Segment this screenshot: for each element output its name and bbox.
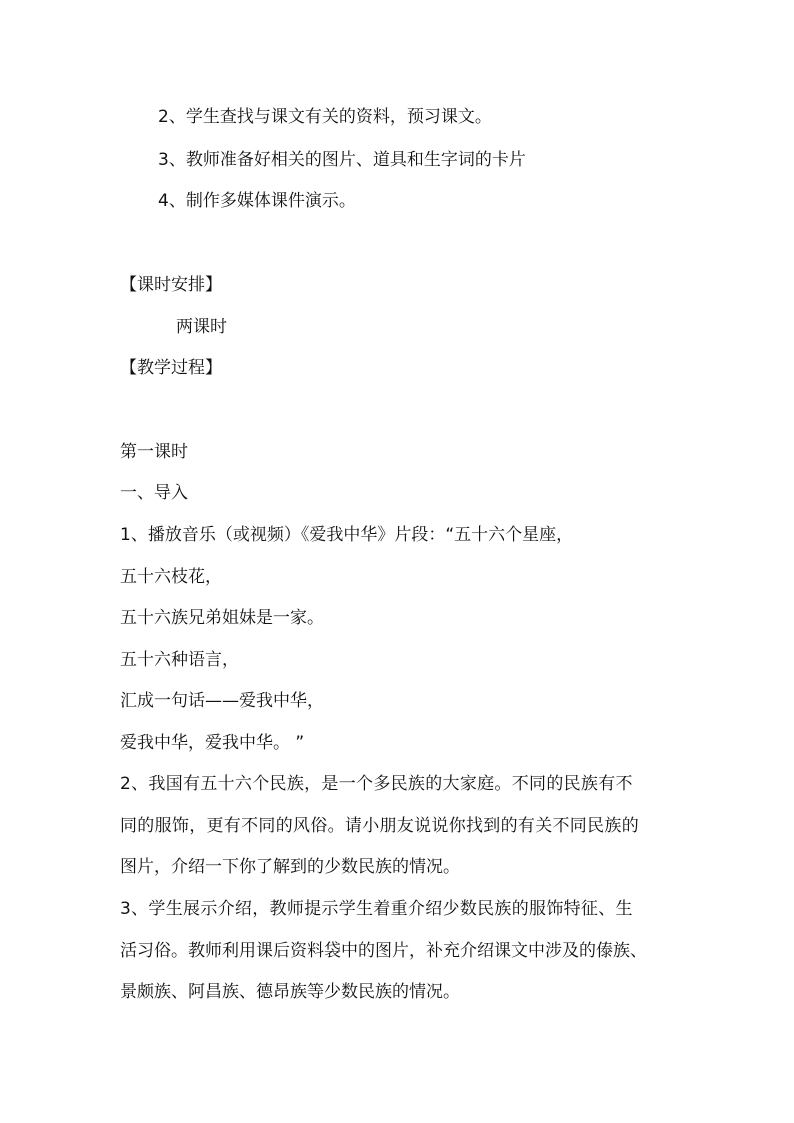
process-line: 景颇族、阿昌族、德昂族等少数民族的情况。	[120, 982, 460, 1002]
schedule-content: 两课时	[176, 317, 227, 337]
lesson-title: 第一课时	[120, 442, 188, 462]
process-line: 五十六种语言，	[120, 650, 239, 670]
process-line: 2、我国有五十六个民族，是一个多民族的大家庭。不同的民族有不	[120, 774, 633, 794]
section-title: 一、导入	[120, 483, 188, 503]
process-line: 1、播放音乐（或视频）《爱我中华》片段：“五十六个星座，	[120, 525, 574, 545]
process-line: 同的服饰，更有不同的风俗。请小朋友说说你找到的有关不同民族的	[120, 816, 639, 836]
process-line: 五十六枝花，	[120, 567, 222, 587]
process-line: 图片，介绍一下你了解到的少数民族的情况。	[120, 857, 460, 877]
process-heading: 【教学过程】	[120, 358, 222, 378]
process-line: 爱我中华，爱我中华。 ”	[120, 733, 305, 753]
process-line: 活习俗。教师利用课后资料袋中的图片，补充介绍课文中涉及的傣族、	[120, 941, 647, 961]
prep-item-3: 3、教师准备好相关的图片、道具和生字词的卡片	[158, 150, 526, 170]
prep-item-2: 2、学生查找与课文有关的资料，预习课文。	[158, 107, 492, 127]
process-line: 3、学生展示介绍，教师提示学生着重介绍少数民族的服饰特征、生	[120, 899, 633, 919]
process-line: 汇成一句话——爱我中华，	[120, 691, 324, 711]
schedule-heading: 【课时安排】	[120, 275, 222, 295]
prep-item-4: 4、制作多媒体课件演示。	[158, 191, 356, 211]
process-line: 五十六族兄弟姐妹是一家。	[120, 608, 324, 628]
